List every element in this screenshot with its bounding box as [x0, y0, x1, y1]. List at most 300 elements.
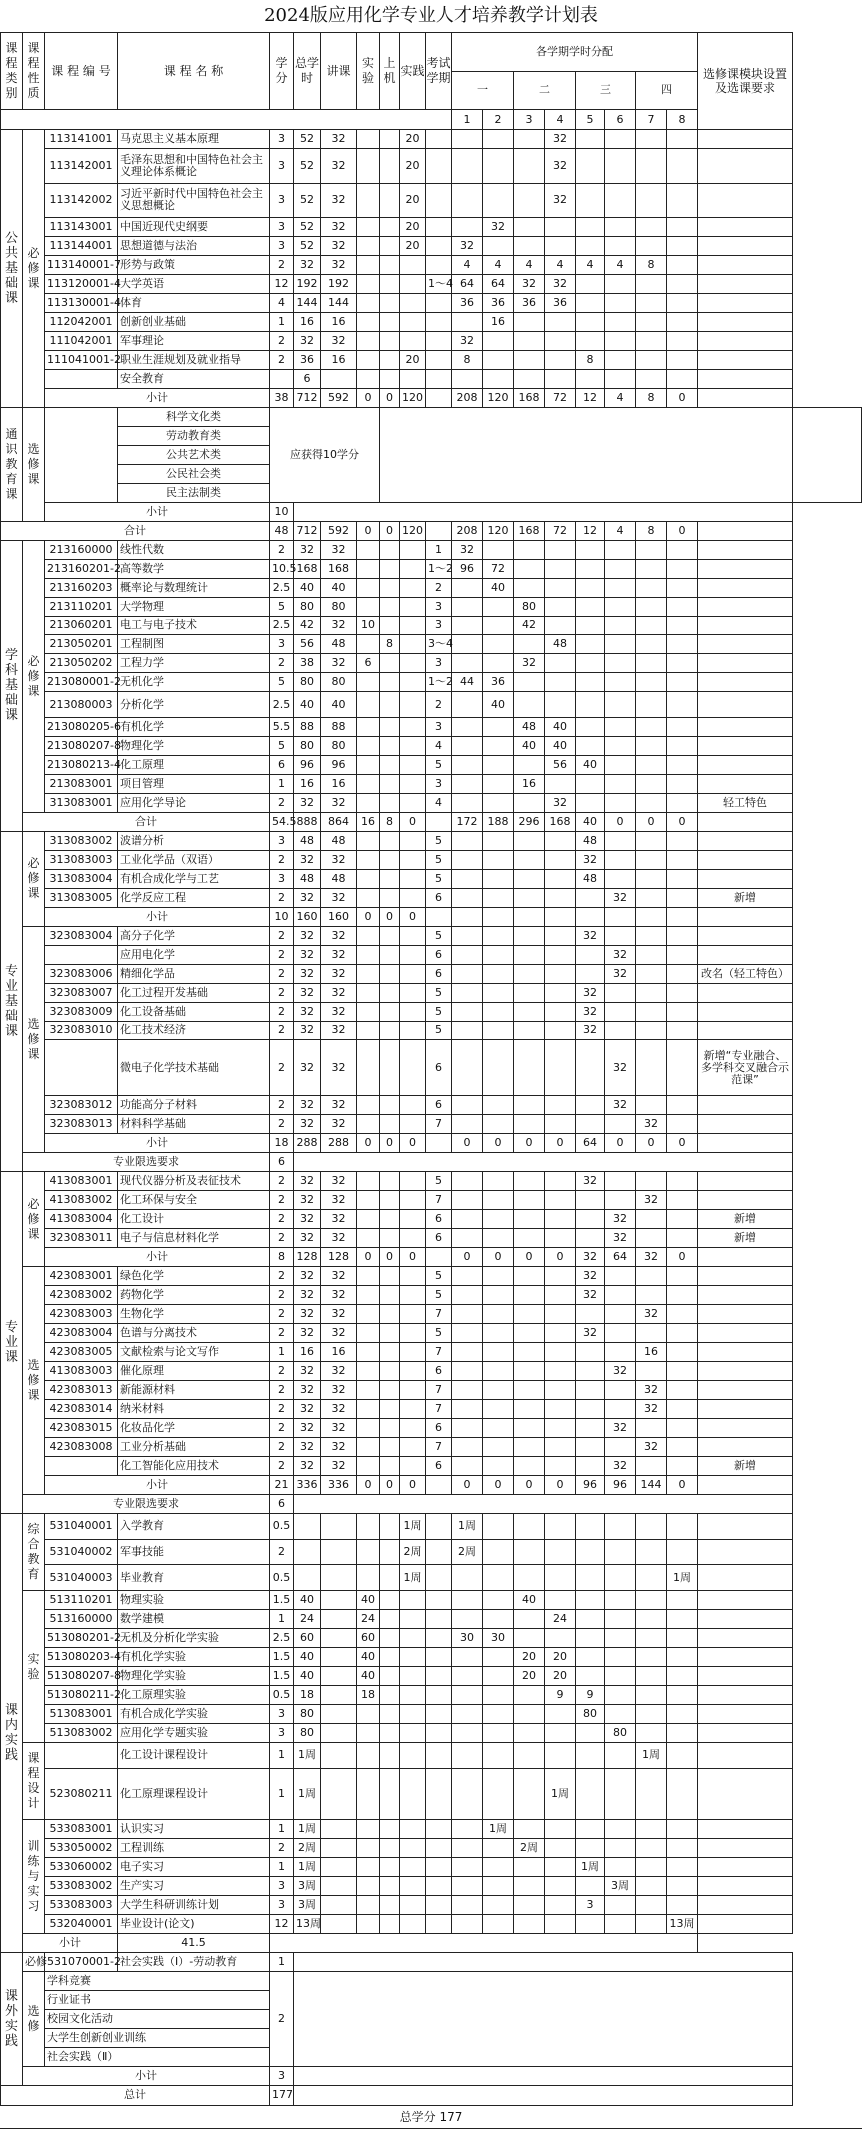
- sem8-hours-cell: [667, 1648, 698, 1667]
- credit-cell: 5.5: [270, 717, 294, 736]
- remark-cell: [698, 1877, 793, 1896]
- total-hours-cell: 32: [294, 888, 321, 907]
- total-hours-cell: 168: [294, 559, 321, 578]
- sem6-hours-cell: [605, 774, 636, 793]
- exam-term-cell: [426, 1915, 452, 1934]
- credit-cell: 3: [270, 149, 294, 183]
- sem6-hours-cell: [605, 130, 636, 149]
- remark-cell: [698, 236, 793, 255]
- sem5-hours-cell: 48: [576, 831, 605, 850]
- exam-term-cell: 6: [426, 1040, 452, 1096]
- total-hours-cell: 80: [294, 736, 321, 755]
- table-row: [1, 926, 862, 945]
- sem4-hours-cell: [545, 597, 576, 616]
- exam-term-cell: 2: [426, 578, 452, 597]
- total-hours-cell: 1周: [294, 1858, 321, 1877]
- sem2-hours-cell: [483, 1768, 514, 1820]
- credit-cell: 1: [270, 1610, 294, 1629]
- extracurricular-item: 校园文化活动: [45, 2010, 270, 2029]
- course-code: 213110201: [45, 597, 118, 616]
- credit-cell: 5: [270, 673, 294, 692]
- sem6-hours-cell: [605, 369, 636, 388]
- sem4-hours-cell: [545, 945, 576, 964]
- total-hours-cell: 1周: [294, 1768, 321, 1820]
- sem3-hours-cell: 4: [514, 255, 545, 274]
- exam-term-cell: [426, 1539, 452, 1565]
- exam-term-cell: [426, 236, 452, 255]
- course-code: 423083005: [45, 1343, 118, 1362]
- practice-hours-cell: [400, 616, 426, 635]
- subtotal-sem1: 0: [452, 1134, 483, 1153]
- experiment-hours-cell: [357, 1513, 380, 1539]
- sem1-hours-cell: 30: [452, 1629, 483, 1648]
- computer-hours-cell: [380, 369, 400, 388]
- header-practice: 实践: [400, 33, 426, 110]
- computer-hours-cell: [380, 1229, 400, 1248]
- practice-hours-cell: [400, 369, 426, 388]
- sem5-hours-cell: [576, 1456, 605, 1475]
- sem7-hours-cell: [636, 578, 667, 597]
- sem8-hours-cell: [667, 1839, 698, 1858]
- sem8-hours-cell: [667, 673, 698, 692]
- lecture-hours-cell: [321, 1915, 357, 1934]
- practice-hours-cell: [400, 850, 426, 869]
- credit-cell: 1: [270, 1820, 294, 1839]
- course-name: 化工技术经济: [118, 1021, 270, 1040]
- sem4-hours-cell: [545, 1418, 576, 1437]
- course-name: 马克思主义基本原理: [118, 130, 270, 149]
- exam-term-cell: 7: [426, 1399, 452, 1418]
- sem2-hours-cell: [483, 540, 514, 559]
- course-code: 423083004: [45, 1324, 118, 1343]
- credit-cell: 3: [270, 183, 294, 217]
- sem5-hours-cell: [576, 964, 605, 983]
- lecture-hours-cell: 32: [321, 1115, 357, 1134]
- experiment-hours-cell: [357, 1172, 380, 1191]
- subtotal-sem2: 0: [483, 1134, 514, 1153]
- sem2-hours-cell: [483, 350, 514, 369]
- sem3-hours-cell: [514, 635, 545, 654]
- total-hours-cell: 32: [294, 1229, 321, 1248]
- subtotal-sem4: 72: [545, 388, 576, 407]
- sem3-hours-cell: [514, 1539, 545, 1565]
- practice-hours-cell: [400, 793, 426, 812]
- table-body: [1, 33, 862, 2106]
- subtotal-sem8: 0: [667, 1134, 698, 1153]
- sem3-hours-cell: [514, 1513, 545, 1539]
- exam-term-cell: [426, 1839, 452, 1858]
- computer-hours-cell: [380, 1191, 400, 1210]
- sem2-hours-cell: [483, 1437, 514, 1456]
- sem1-hours-cell: [452, 1437, 483, 1456]
- course-code: 513080207-8: [45, 1667, 118, 1686]
- sem6-hours-cell: [605, 1565, 636, 1591]
- sem3-hours-cell: [514, 559, 545, 578]
- lecture-hours-cell: [321, 1742, 357, 1768]
- sem4-hours-cell: [545, 869, 576, 888]
- sem1-hours-cell: [452, 1305, 483, 1324]
- sem7-hours-cell: [636, 540, 667, 559]
- exam-term-cell: 5: [426, 869, 452, 888]
- credit-cell: 10.5: [270, 559, 294, 578]
- sem4-hours-cell: [545, 1361, 576, 1380]
- limit-value: 6: [270, 1494, 294, 1513]
- experiment-hours-cell: 24: [357, 1610, 380, 1629]
- sem6-hours-cell: 32: [605, 1210, 636, 1229]
- lecture-hours-cell: 32: [321, 1210, 357, 1229]
- table-row: [1, 1399, 862, 1418]
- course-code: 323083004: [45, 926, 118, 945]
- total-hours-cell: 56: [294, 635, 321, 654]
- total-hours-cell: 48: [294, 869, 321, 888]
- credit-cell: 2: [270, 350, 294, 369]
- table-row: [1, 350, 862, 369]
- sem5-hours-cell: 32: [576, 1021, 605, 1040]
- practice-hours-cell: [400, 255, 426, 274]
- table-row: [1, 831, 862, 850]
- lecture-hours-cell: 48: [321, 831, 357, 850]
- sem5-hours-cell: [576, 1305, 605, 1324]
- table-row: [1, 616, 862, 635]
- lecture-hours-cell: [321, 1723, 357, 1742]
- computer-hours-cell: [380, 1565, 400, 1591]
- exam-term-cell: 2: [426, 692, 452, 717]
- sem7-hours-cell: [636, 559, 667, 578]
- remark-cell: [698, 616, 793, 635]
- sem8-hours-cell: [667, 1686, 698, 1705]
- sem8-hours-cell: [667, 1380, 698, 1399]
- table-row: [1, 502, 862, 521]
- sem1-hours-cell: [452, 983, 483, 1002]
- sem4-hours-cell: [545, 1591, 576, 1610]
- table-row: [1, 1629, 862, 1648]
- sem8-hours-cell: [667, 350, 698, 369]
- elective-module: 公民社会类: [118, 464, 270, 483]
- page-title: 2024版应用化学专业人才培养教学计划表: [264, 5, 598, 26]
- lecture-hours-cell: 32: [321, 983, 357, 1002]
- lecture-hours-cell: [321, 1768, 357, 1820]
- practice-hours-cell: [400, 964, 426, 983]
- course-code: 413083004: [45, 1210, 118, 1229]
- subtotal-value: 0: [400, 1475, 426, 1494]
- experiment-hours-cell: [357, 1456, 380, 1475]
- credit-cell: 3: [270, 1723, 294, 1742]
- sem2-hours-cell: [483, 717, 514, 736]
- lecture-hours-cell: 32: [321, 255, 357, 274]
- subtotal-value: 120: [400, 388, 426, 407]
- sem6-hours-cell: 4: [605, 255, 636, 274]
- sem2-hours-cell: 30: [483, 1629, 514, 1648]
- course-code: 313083002: [45, 831, 118, 850]
- sem1-hours-cell: 64: [452, 274, 483, 293]
- table-row: [1, 2066, 862, 2085]
- sem2-hours-cell: [483, 850, 514, 869]
- practice-hours-cell: [400, 1399, 426, 1418]
- exam-term-cell: [426, 1686, 452, 1705]
- sem4-hours-cell: [545, 926, 576, 945]
- remark-cell: [698, 1820, 793, 1839]
- total-hours-cell: 42: [294, 616, 321, 635]
- lecture-hours-cell: 32: [321, 1305, 357, 1324]
- sem2-hours-cell: 64: [483, 274, 514, 293]
- sem7-hours-cell: [636, 736, 667, 755]
- sem8-hours-cell: [667, 1456, 698, 1475]
- sem7-hours-cell: [636, 1324, 667, 1343]
- sem5-hours-cell: [576, 293, 605, 312]
- experiment-hours-cell: [357, 1361, 380, 1380]
- sem2-hours-cell: [483, 1610, 514, 1629]
- computer-hours-cell: [380, 1610, 400, 1629]
- total-hours-cell: 96: [294, 755, 321, 774]
- exam-term-cell: 6: [426, 945, 452, 964]
- practice-hours-cell: 20: [400, 350, 426, 369]
- sem4-hours-cell: [545, 1896, 576, 1915]
- practice-hours-cell: [400, 926, 426, 945]
- lecture-hours-cell: 80: [321, 597, 357, 616]
- sem7-hours-cell: [636, 793, 667, 812]
- sem7-hours-cell: [636, 1610, 667, 1629]
- blank-remark: [793, 407, 862, 502]
- sem5-hours-cell: [576, 1723, 605, 1742]
- experiment-hours-cell: [357, 597, 380, 616]
- practice-hours-cell: [400, 1324, 426, 1343]
- course-name: 电工与电子技术: [118, 616, 270, 635]
- sem6-hours-cell: [605, 1002, 636, 1021]
- table-row: [1, 635, 862, 654]
- remark-cell: [698, 1648, 793, 1667]
- practice-hours-cell: [400, 1380, 426, 1399]
- sem4-hours-cell: [545, 1877, 576, 1896]
- elective-module: 民主法制类: [118, 483, 270, 502]
- practice-hours-cell: [400, 312, 426, 331]
- lecture-hours-cell: [321, 1858, 357, 1877]
- course-code: 323083010: [45, 1021, 118, 1040]
- exam-term-cell: 3: [426, 597, 452, 616]
- table-row: [1, 1686, 862, 1705]
- computer-hours-cell: [380, 717, 400, 736]
- lecture-hours-cell: [321, 1565, 357, 1591]
- sem5-hours-cell: [576, 1591, 605, 1610]
- practice-hours-cell: [400, 755, 426, 774]
- sem6-hours-cell: [605, 293, 636, 312]
- exam-term-cell: 6: [426, 888, 452, 907]
- sem3-hours-cell: [514, 1768, 545, 1820]
- sem1-hours-cell: [452, 1877, 483, 1896]
- blank-code: [45, 407, 118, 502]
- sem4-hours-cell: 40: [545, 736, 576, 755]
- remark-cell: [698, 1513, 793, 1539]
- blank-block: [294, 1494, 793, 1513]
- header-semester: 8: [667, 110, 698, 130]
- subtotal-label: 小计: [45, 1134, 270, 1153]
- nature-elective: 选修课: [23, 926, 45, 1153]
- sem8-hours-cell: [667, 774, 698, 793]
- table-row: [1, 888, 862, 907]
- sem8-hours-cell: [667, 236, 698, 255]
- subtotal-sem6: 4: [605, 388, 636, 407]
- course-code: 533083003: [45, 1896, 118, 1915]
- total-hours-cell: 40: [294, 578, 321, 597]
- computer-hours-cell: [380, 255, 400, 274]
- exam-term-cell: 6: [426, 1210, 452, 1229]
- total-hours-cell: 32: [294, 1399, 321, 1418]
- course-name: 化妆品化学: [118, 1418, 270, 1437]
- sem5-hours-cell: [576, 1539, 605, 1565]
- experiment-hours-cell: [357, 1399, 380, 1418]
- exam-term-cell: [426, 1648, 452, 1667]
- exam-term-cell: 7: [426, 1437, 452, 1456]
- computer-hours-cell: [380, 692, 400, 717]
- header-semester: 2: [483, 110, 514, 130]
- subtotal-sem1: 208: [452, 388, 483, 407]
- sem6-hours-cell: [605, 183, 636, 217]
- course-code: 423083002: [45, 1286, 118, 1305]
- lecture-hours-cell: [321, 369, 357, 388]
- practice-hours-cell: [400, 1686, 426, 1705]
- sem6-hours-cell: [605, 616, 636, 635]
- subtotal-label: 小计: [23, 2066, 270, 2085]
- subtotal-sem8: 0: [667, 388, 698, 407]
- sem4-hours-cell: [545, 1565, 576, 1591]
- sem4-hours-cell: [545, 1539, 576, 1565]
- subtotal-sem4: 168: [545, 812, 576, 831]
- sem2-hours-cell: [483, 1667, 514, 1686]
- computer-hours-cell: [380, 350, 400, 369]
- sem3-hours-cell: [514, 1305, 545, 1324]
- course-code: 423083008: [45, 1437, 118, 1456]
- practice-hours-cell: [400, 331, 426, 350]
- exam-term-cell: 7: [426, 1380, 452, 1399]
- subtotal-value: 10: [270, 907, 294, 926]
- sem4-hours-cell: 48: [545, 635, 576, 654]
- sem7-hours-cell: [636, 926, 667, 945]
- remark-cell: [698, 1839, 793, 1858]
- blank-block: [294, 502, 793, 521]
- sem3-hours-cell: [514, 831, 545, 850]
- sem7-hours-cell: [636, 1839, 667, 1858]
- sem4-hours-cell: [545, 1286, 576, 1305]
- credit-cell: 2: [270, 331, 294, 350]
- exam-term-cell: [426, 1768, 452, 1820]
- table-row: [1, 149, 862, 183]
- credit-cell: 3: [270, 635, 294, 654]
- subtotal-sem7: 0: [636, 812, 667, 831]
- experiment-hours-cell: [357, 1768, 380, 1820]
- total-value: 120: [400, 521, 426, 540]
- course-code: 533060002: [45, 1858, 118, 1877]
- remark-cell: [698, 1021, 793, 1040]
- sem1-hours-cell: [452, 1040, 483, 1096]
- sem2-hours-cell: [483, 1002, 514, 1021]
- credit-cell: 3: [270, 217, 294, 236]
- sem1-hours-cell: [452, 1191, 483, 1210]
- subtotal-value: 0: [400, 812, 426, 831]
- sem2-hours-cell: [483, 1723, 514, 1742]
- lecture-hours-cell: [321, 1820, 357, 1839]
- course-code: 513080203-4: [45, 1648, 118, 1667]
- blank-block: [294, 1953, 793, 1972]
- credit-cell: 1: [270, 1343, 294, 1362]
- experiment-hours-cell: [357, 736, 380, 755]
- credit-cell: 5: [270, 597, 294, 616]
- table-row: [1, 217, 862, 236]
- sem1-hours-cell: [452, 1820, 483, 1839]
- sem2-hours-cell: [483, 183, 514, 217]
- sem6-hours-cell: [605, 559, 636, 578]
- credit-cell: [270, 369, 294, 388]
- experiment-hours-cell: [357, 236, 380, 255]
- course-name: 化工设备基础: [118, 1002, 270, 1021]
- remark-cell: [698, 130, 793, 149]
- sem8-hours-cell: [667, 945, 698, 964]
- exam-term-cell: 5: [426, 1286, 452, 1305]
- subtotal-sem8: 0: [667, 1475, 698, 1494]
- experiment-hours-cell: [357, 369, 380, 388]
- table-row: [1, 907, 862, 926]
- remark-cell: [698, 1305, 793, 1324]
- sem4-hours-cell: [545, 673, 576, 692]
- subtotal-sem6: [605, 907, 636, 926]
- experiment-hours-cell: [357, 888, 380, 907]
- sem3-hours-cell: [514, 1361, 545, 1380]
- sem5-hours-cell: [576, 559, 605, 578]
- sem8-hours-cell: [667, 1002, 698, 1021]
- credit-cell: 2: [270, 850, 294, 869]
- sem6-hours-cell: [605, 1591, 636, 1610]
- practice-hours-cell: [400, 869, 426, 888]
- header-lecture: 讲课: [321, 33, 357, 110]
- sem8-hours-cell: [667, 1820, 698, 1839]
- sem4-hours-cell: [545, 616, 576, 635]
- table-row: [1, 1742, 862, 1768]
- sem8-hours-cell: [667, 1115, 698, 1134]
- total-hours-cell: 16: [294, 774, 321, 793]
- subtotal-value: 0: [380, 907, 400, 926]
- subtotal-sem3: 296: [514, 812, 545, 831]
- course-code: 213080213-4: [45, 755, 118, 774]
- total-value: 712: [294, 521, 321, 540]
- table-row: [1, 293, 862, 312]
- subtotal-sem2: 0: [483, 1248, 514, 1267]
- course-name: 社会实践（Ⅰ）-劳动教育: [118, 1953, 270, 1972]
- computer-hours-cell: [380, 1305, 400, 1324]
- total-hours-cell: 32: [294, 1418, 321, 1437]
- course-code: 113141001: [45, 130, 118, 149]
- sem5-hours-cell: [576, 1229, 605, 1248]
- sem4-hours-cell: 40: [545, 717, 576, 736]
- table-row: [1, 578, 862, 597]
- experiment-hours-cell: [357, 926, 380, 945]
- lecture-hours-cell: 32: [321, 149, 357, 183]
- practice-hours-cell: [400, 1667, 426, 1686]
- practice-hours-cell: [400, 1418, 426, 1437]
- practice-hours-cell: [400, 559, 426, 578]
- limit-label: 专业限选要求: [23, 1153, 270, 1172]
- lecture-hours-cell: 32: [321, 616, 357, 635]
- sem1-hours-cell: [452, 850, 483, 869]
- computer-hours-cell: [380, 183, 400, 217]
- exam-term-cell: [426, 1591, 452, 1610]
- exam-term-cell: [426, 1629, 452, 1648]
- sem5-hours-cell: [576, 312, 605, 331]
- sem2-hours-cell: [483, 1418, 514, 1437]
- sem7-hours-cell: [636, 1704, 667, 1723]
- course-code: 532040001: [45, 1915, 118, 1934]
- sem5-hours-cell: [576, 1210, 605, 1229]
- table-row: [1, 869, 862, 888]
- remark-cell: [698, 1723, 793, 1742]
- subtotal-value: [426, 907, 452, 926]
